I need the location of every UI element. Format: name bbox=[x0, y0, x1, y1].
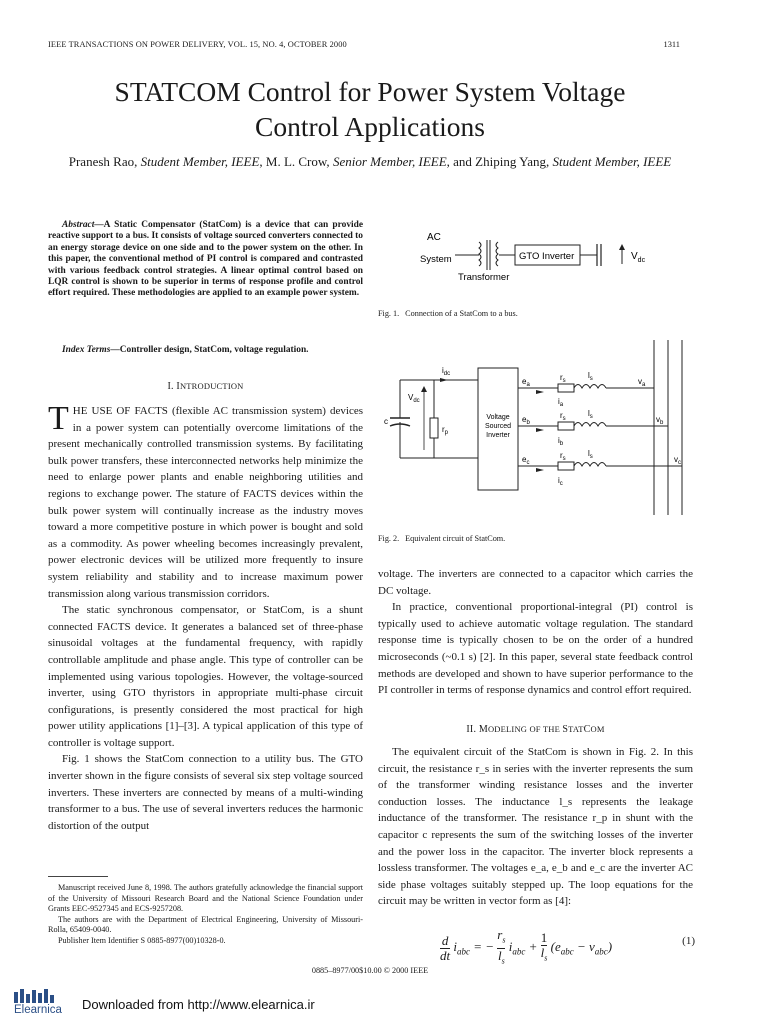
fig2-vdc-arrow-icon bbox=[421, 386, 427, 392]
abstract-text: —A Static Compensator (StatCom) is a device that can provide reactive support to a bus. It consists of voltage sourced converters connected to an energy storage device on one side and to the power system on the other. In this paper, the conventional method of PI control is compared and contrasted with various feedback control strategies. A linear optimal control based on LQR control is shown to be superior in terms of response profile and control effort required. These methodologies are applied to an example power system. bbox=[48, 220, 363, 299]
drop-cap: T bbox=[48, 400, 69, 437]
fig1-capacitor bbox=[597, 244, 601, 266]
right-paragraph-continuation: voltage. The inverters are connected to a capacitor which carries the DC voltage. bbox=[378, 568, 693, 597]
intro-paragraph-3: Fig. 1 shows the StatCom connection to a utility bus. The GTO inverter shown in the figure consists of several six step voltage sourced inverters. These inverters are connected by means of a multi-winding transformer to a bus. The use of several inverters reduces the harmonic distortion of the output bbox=[48, 753, 363, 832]
index-terms-text: —Controller design, StatCom, voltage regulation. bbox=[110, 345, 309, 355]
fig2-rp-label: $r_p$ bbox=[442, 425, 449, 436]
fig1-transformer-label: Transformer bbox=[458, 272, 510, 283]
footnote-affiliation: The authors are with the Department of Electrical Engineering, University of Missouri-Rolla, 65409-0040. bbox=[48, 914, 363, 935]
author-1: Pranesh Rao, bbox=[68, 154, 138, 169]
modeling-paragraph: The equivalent circuit of the StatCom is shown in Fig. 2. In this circuit, the resistance r_s in series with the inverter represents the sum of the transformer winding resistance losses and the inverter conduction losses. The inductance l_s represents the leakage inductance of the transformer. The resistance r_p in shunt with the capacitor c represents the sum of the switching losses of the inverter and the power loss in the capacitor. The inverter block represents a lossless transformer. The voltages e_a, e_b and e_c are the inverter AC side phase voltages suitably stepped up. The loop equations for the circuit may be written in vector form as [4]: bbox=[378, 746, 693, 908]
fig2-ea-label: $e_a$ bbox=[522, 377, 530, 388]
equation-body: $\frac{d}{dt}$ $i_{abc}$ = − $\frac{r_s}{l_s}$ $i_{abc}$ + $\frac{1}{l_s}$ $(e_{abc} - v_{abc})$ bbox=[440, 927, 613, 966]
fig2-ic-arrow-icon bbox=[536, 468, 544, 472]
fig2-ic-label: $i_c$ bbox=[558, 476, 563, 487]
fig2-vc-label: $v_c$ bbox=[674, 455, 681, 466]
fig2-ec-label: $e_c$ bbox=[522, 455, 530, 466]
author-3-role: Student Member, IEEE bbox=[552, 154, 672, 169]
author-2: , M. L. Crow, bbox=[259, 154, 330, 169]
fig1-vdc-label: $V_{dc}$ bbox=[631, 251, 646, 264]
fig2-ia-label: $i_a$ bbox=[558, 397, 564, 408]
figure-2-diagram bbox=[378, 340, 693, 518]
fig1-gto-label: GTO Inverter bbox=[519, 251, 575, 262]
author-3: , and Zhiping Yang, bbox=[446, 154, 550, 169]
fig2-rs-c-label: $r_s$ bbox=[560, 451, 566, 462]
fig2-idc-arrow-icon bbox=[440, 378, 448, 382]
running-header: IEEE TRANSACTIONS ON POWER DELIVERY, VOL. 15, NO. 4, OCTOBER 2000 bbox=[48, 40, 347, 49]
index-terms-label: Index Terms bbox=[62, 345, 111, 355]
abstract bbox=[48, 220, 363, 300]
fig2-vb-label: $v_b$ bbox=[656, 415, 664, 426]
fig1-arrow-icon bbox=[619, 244, 625, 250]
elearnica-logo-icon bbox=[14, 988, 64, 1004]
index-terms bbox=[48, 345, 363, 356]
introduction-body bbox=[48, 400, 363, 834]
right-column-body bbox=[378, 566, 693, 699]
fig2-ib-label: $i_b$ bbox=[558, 436, 564, 447]
fig2-vsi-line1: Voltage bbox=[486, 414, 510, 421]
download-link[interactable]: Downloaded from http://www.elearnica.ir bbox=[82, 997, 315, 1012]
paper-title bbox=[40, 74, 700, 144]
fig2-vdc-label: $V_{dc}$ bbox=[408, 393, 420, 404]
page-number: 1311 bbox=[663, 40, 680, 49]
fig2-eb-label: $e_b$ bbox=[522, 415, 530, 426]
fig2-caption: Fig. 2. Equivalent circuit of StatCom. bbox=[378, 534, 506, 543]
fig1-ac-label: AC bbox=[427, 232, 441, 243]
title-line-1: STATCOM Control for Power System Voltage bbox=[114, 76, 626, 107]
footnote-publisher-id: Publisher Item Identifier S 0885-8977(00)10328-0. bbox=[58, 935, 226, 945]
section-heading-introduction: I. INTRODUCTION bbox=[167, 381, 244, 392]
fig1-system-label: System bbox=[420, 254, 452, 265]
abstract-label: Abstract bbox=[62, 220, 95, 230]
author-2-role: Senior Member, IEEE bbox=[332, 154, 447, 169]
section-heading-modeling: II. MODELING OF THE STATCOM bbox=[466, 724, 605, 735]
modeling-body bbox=[378, 744, 693, 910]
fig2-c-label: c bbox=[384, 417, 388, 426]
footnote-divider bbox=[48, 876, 108, 877]
title-line-2: Control Applications bbox=[255, 111, 485, 142]
fig2-rs-b-label: $r_s$ bbox=[560, 411, 566, 422]
equation-number: (1) bbox=[682, 935, 695, 947]
fig2-ls-a-label: $l_s$ bbox=[588, 371, 593, 382]
fig2-ls-c-label: $l_s$ bbox=[588, 449, 593, 460]
fig1-caption: Fig. 1. Connection of a StatCom to a bus. bbox=[378, 309, 518, 318]
copyright-line: 0885–8977/00$10.00 © 2000 IEEE bbox=[311, 966, 429, 975]
author-line bbox=[40, 154, 700, 170]
right-paragraph-pi-control: In practice, conventional proportional-integral (PI) control is typically used to achieve automatic voltage regulation. The standard response time is typically chosen to be on the order of a hundred microseconds (~0.1 s) [2]. In this paper, several state feedback control methods are developed and shown to have superior performance to the PI controller in terms of response dynamics and control effort required. bbox=[378, 601, 693, 697]
fig2-idc-label: $i_{dc}$ bbox=[442, 366, 451, 377]
intro-paragraph-2: The static synchronous compensator, or StatCom, is a shunt connected FACTS device. It generates a balanced set of three-phase sinusoidal voltages at the fundamental frequency, with rapidly controllable amplitude and phase angle. This type of controller can be implemented using various topologies. However, the voltage-sourced inverter, using GTO thyristors in appropriate multi-phase circuit configurations, is presently considered the most practical for high power utility applications [1]–[3]. A typical application of this type of controller is voltage support. bbox=[48, 604, 363, 749]
fig2-vsi-line2: Sourced bbox=[484, 423, 512, 430]
fig2-va-label: $v_a$ bbox=[638, 377, 646, 388]
author-1-role: Student Member, IEEE bbox=[140, 154, 260, 169]
equation-1 bbox=[440, 927, 695, 966]
fig2-ls-b-label: $l_s$ bbox=[588, 409, 593, 420]
fig2-ib-arrow-icon bbox=[536, 428, 544, 432]
intro-paragraph-1: THE USE OF FACTS (flexible AC transmission system) devices in a power system can potentially overcome limitations of the present mechanically controlled transmission systems. By facilitating bulk power transfers, these interconnected networks help minimize the need to enlarge power plants and enable neighboring utilities and regions to exchange power. The stature of FACTS devices within the bulk power system will continually increase as the industry moves toward a more competitive posture in which power is bought and sold as a commodity. As power wheeling becomes increasingly prevalent, power electronic devices will be utilized more frequently to insure system reliability and stability and to increase maximum power transmission along various transmission corridors. bbox=[48, 400, 363, 600]
footnote-manuscript: Manuscript received June 8, 1998. The authors gratefully acknowledge the financial support of the University of Missouri Research Board and the National Science Foundation under Grants EEC-9527345 and ECS-9257208. bbox=[48, 883, 363, 914]
fig2-vsi-line3: Inverter bbox=[486, 432, 510, 439]
fig2-ia-arrow-icon bbox=[536, 390, 544, 394]
fig1-transformer-symbol bbox=[479, 240, 498, 270]
footnotes bbox=[48, 883, 363, 947]
fig2-rs-a-label: $r_s$ bbox=[560, 373, 566, 384]
figure-1-diagram bbox=[415, 212, 695, 290]
elearnica-logo-text: Elearnica bbox=[14, 1004, 62, 1016]
